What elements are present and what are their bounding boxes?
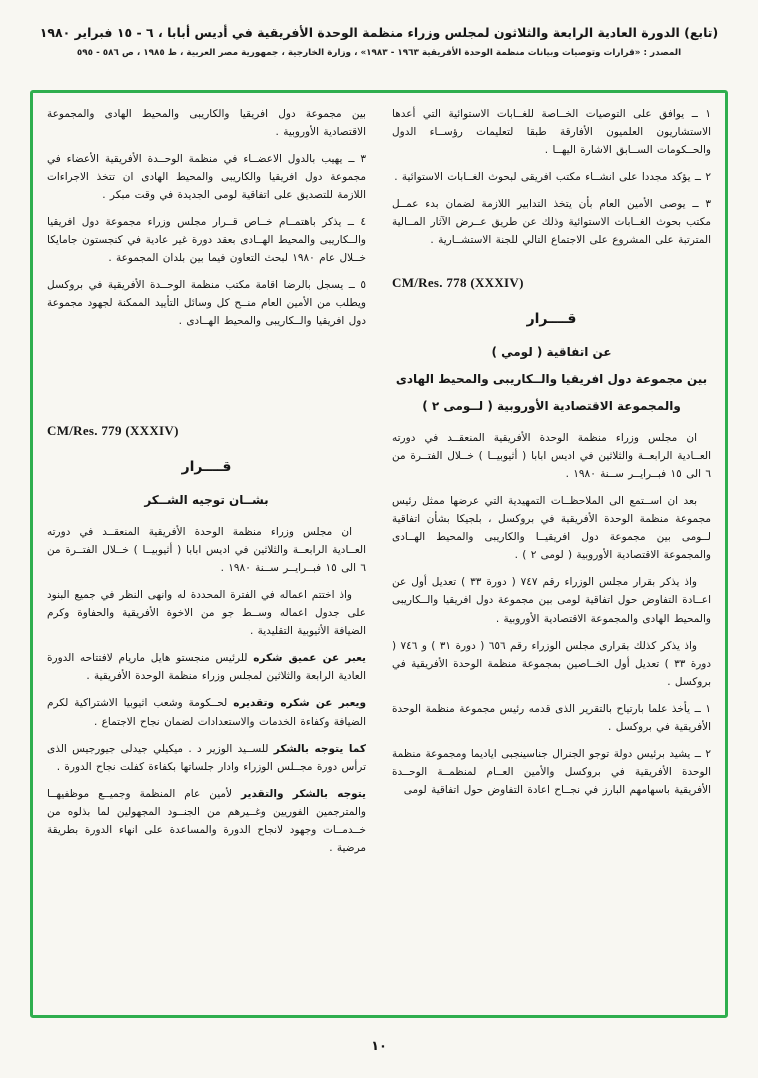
paragraph: واذ اختتم اعماله في الفترة المحددة له وانهى النظر في جميع البنود على جدول اعماله وســط جو من الاخوة الأفريقية والحفاوة وكرم الضيافة الأثيوبية التقليدية . <box>47 589 366 638</box>
resolution-778-subtitle: والمجموعة الاقتصادية الأوروبية ( لــومى ٢ ) <box>422 398 681 413</box>
numbered-paragraph: ٣ ــ يوصى الأمين العام بأن يتخذ التدابير اللازمة لضمان بدء عمــل مكتب بحوث الغــابات الاستوائية وذلك عن طريق عــرض الآثار المــالية المترتبة على المشروع على الاجتماع التالي للجنة الاستشــارية . <box>392 198 711 247</box>
content-frame <box>30 90 728 1018</box>
numbered-paragraph: ٢ ــ يشيد برئيس دولة توجو الجنرال جناسينجبى اياديما ومجموعة منظمة الوحدة الأفريقية في بروكسل والأمين العــام لمنظمــة الوحــدة الأفريقية باسهامهم البارز في نجــاح اعادة التفاوض حول اتفاقية لومى <box>392 747 711 796</box>
paragraph: ان مجلس وزراء منظمة الوحدة الأفريقية المنعقــد في دورته العــادية الرابعــة والثلاثين في اديس ابابا ( أثيوبيــا ) خــلال الفتــرة من ٦ الى ١٥ فبــرايــر ســنة ١٩٨٠ . <box>392 432 711 481</box>
resolution-778-subtitle: بين مجموعة دول افريقيا والــكاريبى والمحيط الهادى <box>395 371 708 386</box>
column-right <box>392 105 711 1003</box>
resolution-779-heading: قــــرار <box>181 458 232 475</box>
page-footer <box>0 1035 758 1054</box>
paragraph-lead: يتوجه بالشكر والتقدير <box>241 787 366 800</box>
page-number: ١٠ <box>371 1039 387 1054</box>
document-source: المصدر : «قرارات وتوصيات وبيانات منظمة الوحدة الأفريقية ١٩٦٣ - ١٩٨٣» ، وزارة الخارجية ، جمهورية مصر العربية ، ط ١٩٨٥ ، ص ٥٨٦ - ٥٩٥ <box>76 47 682 58</box>
numbered-paragraph: ١ ــ يأخذ علما بارتياح بالتقرير الذى قدمه رئيس مجموعة منظمة الوحدة الأفريقية في بروكسل . <box>392 702 711 733</box>
document-title: (تابع) الدورة العادية الرابعة والثلاثون لمجلس وزراء منظمة الوحدة الأفريقية في أديس أبابا ، ٦ - ١٥ فبراير ١٩٨٠ <box>39 25 719 40</box>
paragraph-lead: يعبر عن عميق شكره <box>253 652 366 665</box>
paragraph-lead: ويعبر عن شكره وتقديره <box>233 697 366 710</box>
column-left <box>47 105 366 1003</box>
numbered-paragraph: ٣ ــ يهيب بالدول الاعضــاء في منظمة الوحــدة الأفريقية الأعضاء في مجموعة دول افريقيا والكاريبى والمحيط الهادى ان تتخذ الاجراءات اللازمة للتصديق على اتفاقية لومى الجديدة في وقت مبكر . <box>47 153 366 202</box>
numbered-paragraph: ٢ ــ يؤكد مجددا على انشــاء مكتب افريقى لبحوث الغــابات الاستوائية . <box>394 171 711 184</box>
resolution-779-code: CM/Res. 779 (XXXIV) <box>47 422 179 438</box>
continuation-paragraph: بين مجموعة دول افريقيا والكاريبى والمحيط الهادى والمجموعة الاقتصادية الأوروبية . <box>47 108 366 139</box>
paragraph-text: لأمين عام المنظمة وجميــع موظفيهــا والمترجمين الفوريين وغــيرهم من الجنــود المجهولين لما بذلوه من خــدمــات وجهود لانجاح الدورة والمساعدة على انهاء الدورة بطريقة مرضية . <box>47 787 366 854</box>
two-column-layout <box>47 105 711 1003</box>
paragraph-text: للســيد الوزير د . ميكيلي جيدلى جيورجيس الذى ترأس دورة مجــلس الوزراء وادار جلساتها بكفاءة كفلت نجاح الدورة . <box>47 742 366 773</box>
document-header <box>0 0 758 58</box>
numbered-paragraph: ١ ــ يوافق على التوصيات الخــاصة للغــابات الاستوائية التي أعدها الاستشاريون العلميون الأفارقة طبقا لتعليمات رؤســاء الدول والحــكومات الســابق الاشارة اليهــا . <box>392 108 711 157</box>
resolution-778-heading: قــــرار <box>526 311 577 328</box>
resolution-778-subtitle: عن اتفاقية ( لومي ) <box>491 345 612 360</box>
thanks-paragraph <box>47 740 366 776</box>
thanks-paragraph <box>47 649 366 685</box>
thanks-paragraph <box>47 785 366 857</box>
paragraph-lead: كما يتوجه بالشكر <box>273 742 367 755</box>
paragraph: ان مجلس وزراء منظمة الوحدة الأفريقية المنعقــد في دورته العــادية الرابعــة والثلاثين في اديس ابابا ( أثيوبيــا ) خــلال الفتــرة من ٦ الى ١٥ فبــرايــر ســنة ١٩٨٠ . <box>47 526 366 575</box>
numbered-paragraph: ٥ ــ يسجل بالرضا اقامة مكتب منظمة الوحــدة الأفريقية في بروكسل ويطلب من الأمين العام منــح كل وسائل التأييد الممكنة لجهود مجموعة دول افريقيا والــكاريبى والمحيط الهــادى . <box>47 279 366 328</box>
resolution-778-code: CM/Res. 778 (XXXIV) <box>392 275 524 291</box>
paragraph-text: لحــكومة وشعب اثيوبيا الاشتراكية لكرم الضيافة وكفاءة الخدمات والاستعدادات لضمان نجاح الاجتماع . <box>47 697 366 728</box>
paragraph: واذ يذكر كذلك بقرارى مجلس الوزراء رقم ٦٥٦ ( دورة ٣١ ) و ٧٤٦ ( دورة ٣٣ ) تعديل أول الخــاصين بمجموعة منظمة الوحدة الأفريقية في بروكسل . <box>392 639 712 688</box>
thanks-paragraph <box>47 694 366 730</box>
paragraph-text: للرئيس منجستو هايل ماريام لافتتاحه الدورة العادية الرابعة والثلاثين لمجلس وزراء منظمة الوحدة الأفريقية . <box>47 652 366 683</box>
paragraph: واذ يذكر بقرار مجلس الوزراء رقم ٧٤٧ ( دورة ٣٣ ) تعديل أول عن اعــادة التفاوض حول اتفاقية لومى بين مجموعة دول افريقيا والــكاريبى والمحيط الهادى والمجموعة الاقتصادية الأوروبية . <box>392 576 711 625</box>
paragraph: بعد ان اســتمع الى الملاحظــات التمهيدية التي عرضها ممثل رئيس مجموعة منظمة الوحدة الأفريقية في بروكسل ، بلجيكا بشأن اتفاقية لــومى بين مجموعة دول افريقيــا والكاريبى والمحيط الهــادى والمجموعة الاقتصادية الأوروبية ( لومى ٢ ) . <box>392 495 711 562</box>
resolution-779-subtitle: بشــان توجيه الشــكر <box>144 492 269 507</box>
numbered-paragraph: ٤ ــ يذكر باهتمــام خــاص قــرار مجلس وزراء مجموعة دول افريقيا والــكاريبى والمحيط الهــادى بعقد دورة غير عادية في كنجستون جامايكا خــلال عام ١٩٨٠ لبحث التعاون فيما بين بلدان المجموعة . <box>47 216 366 265</box>
